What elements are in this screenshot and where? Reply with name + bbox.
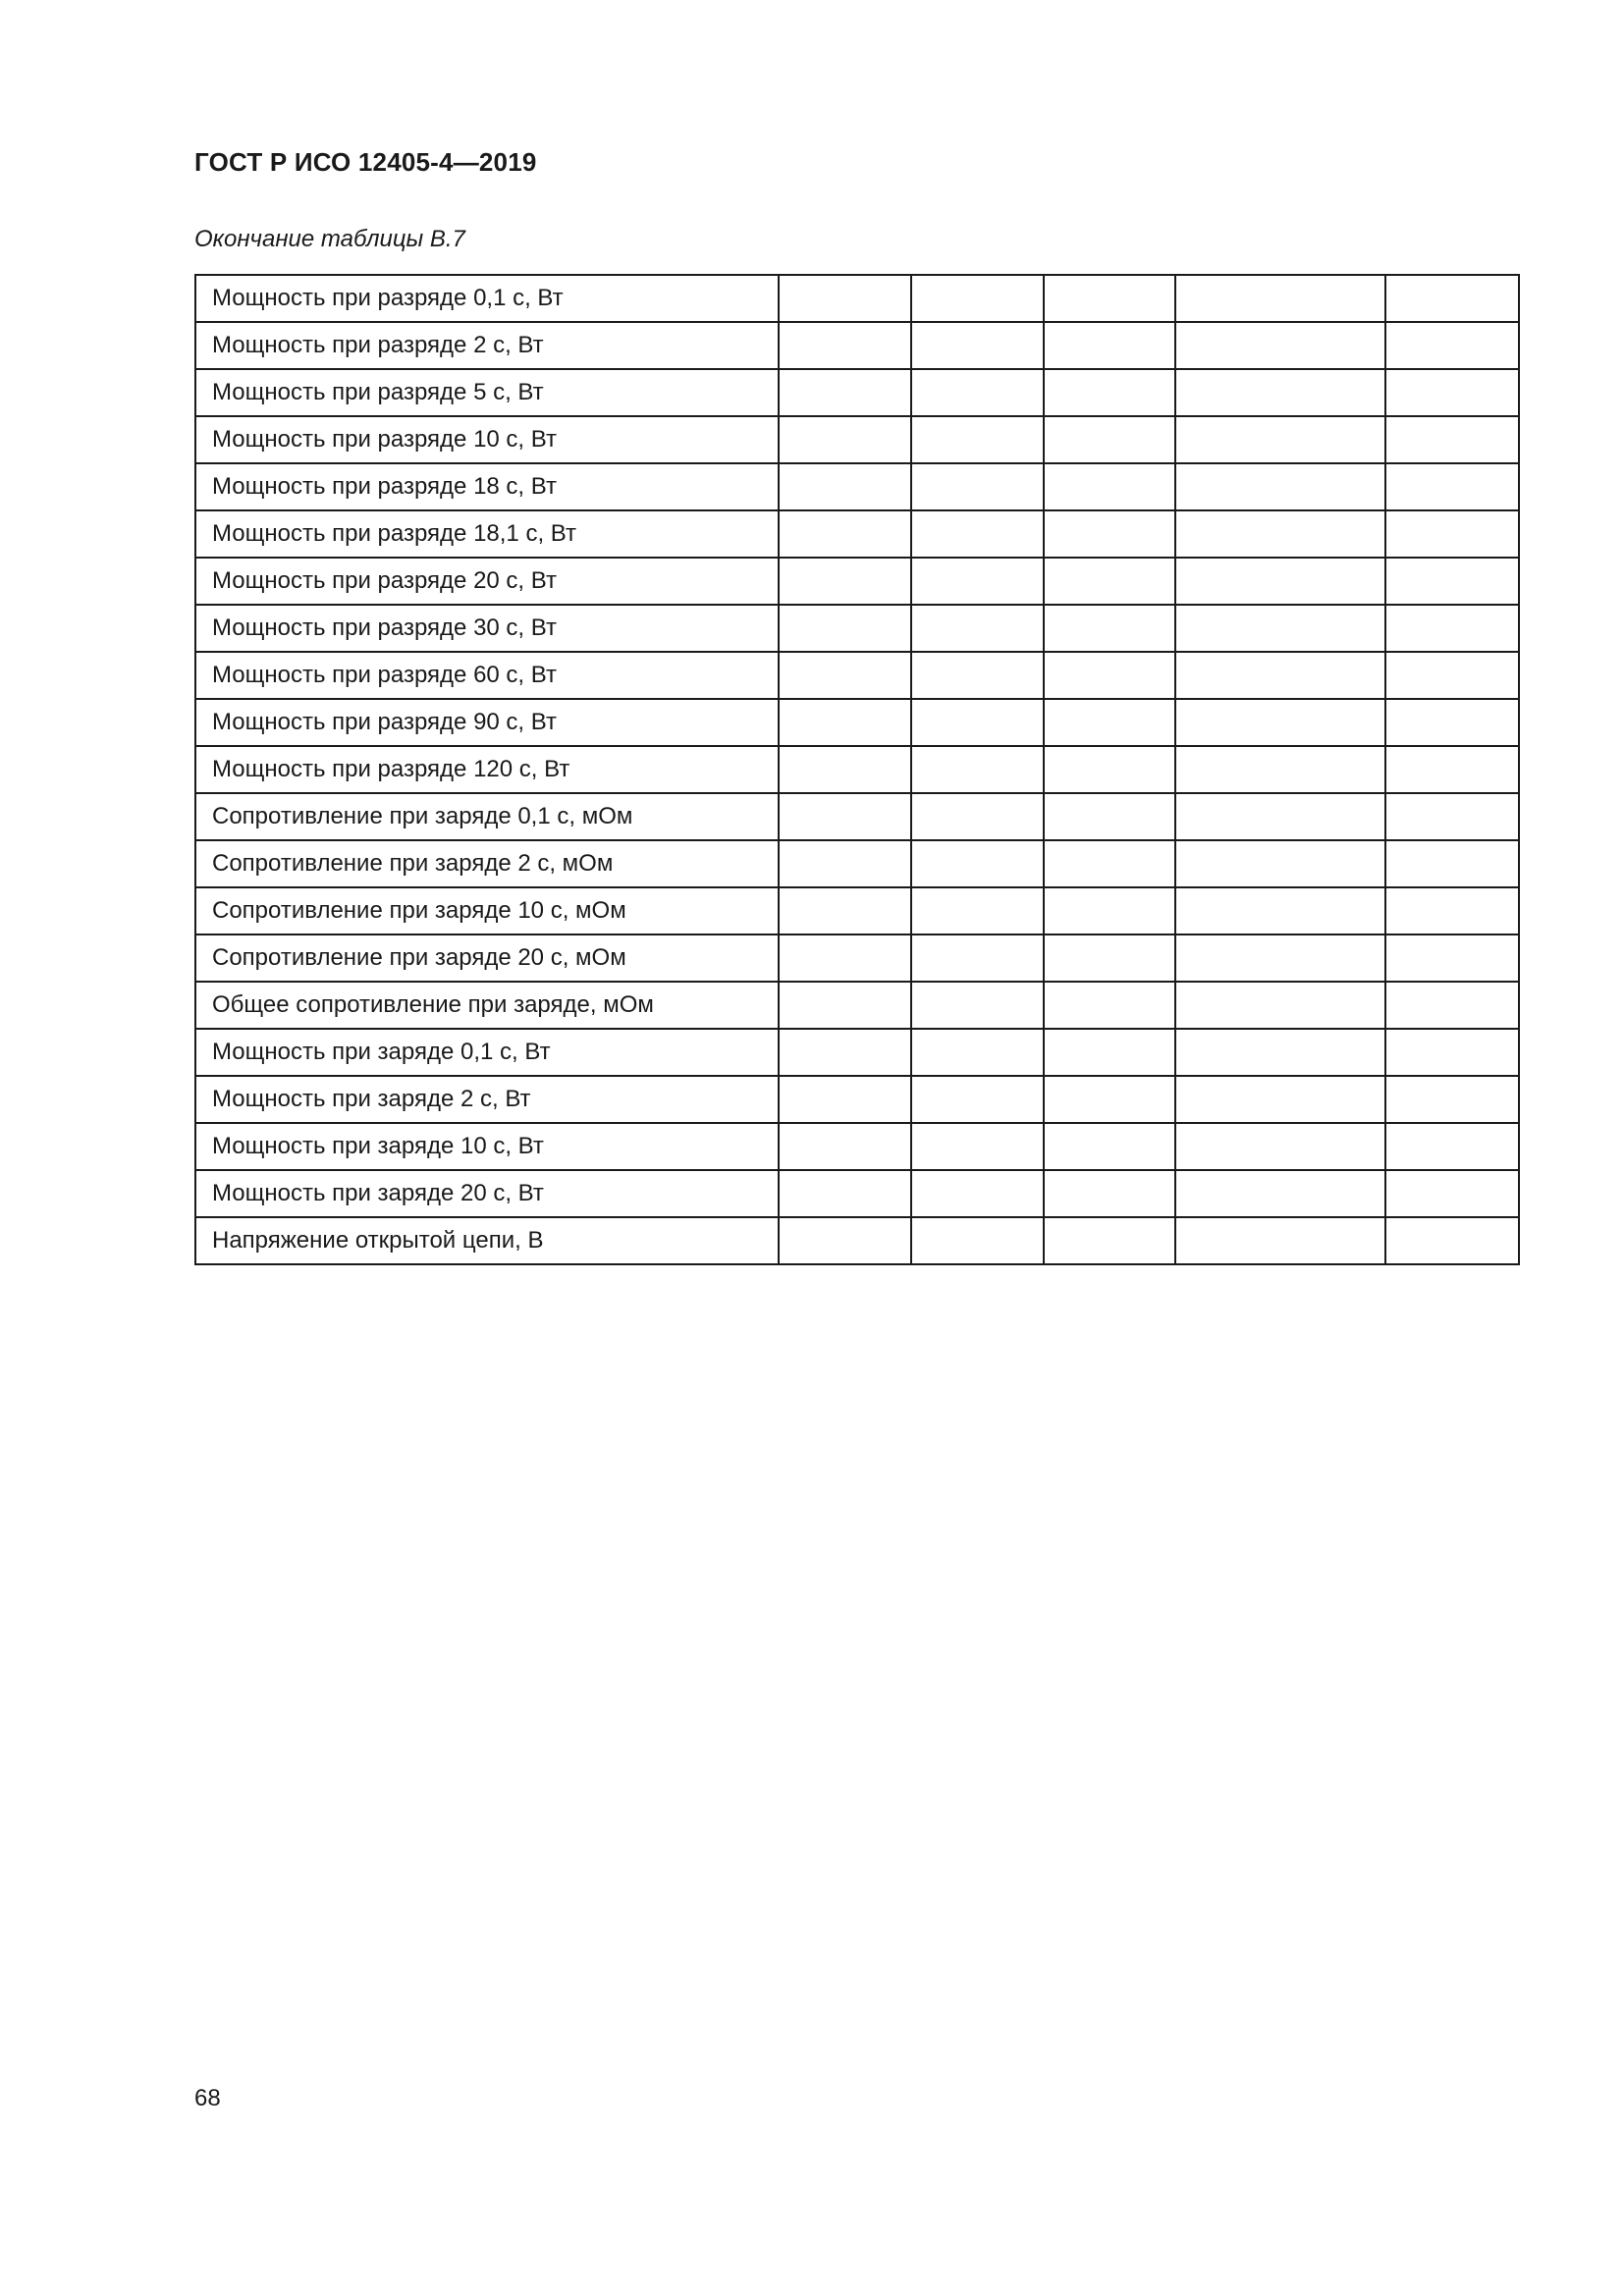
empty-value-cell <box>1044 840 1175 887</box>
empty-value-cell <box>1385 1217 1519 1264</box>
empty-value-cell <box>1385 416 1519 463</box>
empty-value-cell <box>1044 793 1175 840</box>
table-row <box>195 605 1519 652</box>
empty-value-cell <box>1175 934 1385 982</box>
row-label: Сопротивление при заряде 0,1 с, мОм <box>195 793 779 840</box>
empty-value-cell <box>911 510 1044 558</box>
empty-value-cell <box>1385 934 1519 982</box>
empty-value-cell <box>1175 1217 1385 1264</box>
empty-value-cell <box>1385 463 1519 510</box>
row-label: Мощность при разряде 120 с, Вт <box>195 746 779 793</box>
empty-value-cell <box>1175 887 1385 934</box>
empty-value-cell <box>1175 1076 1385 1123</box>
data-table <box>194 274 1520 1265</box>
empty-value-cell <box>779 605 911 652</box>
empty-value-cell <box>1044 934 1175 982</box>
row-label: Мощность при разряде 30 с, Вт <box>195 605 779 652</box>
empty-value-cell <box>1175 982 1385 1029</box>
empty-value-cell <box>1385 1170 1519 1217</box>
row-label: Мощность при заряде 0,1 с, Вт <box>195 1029 779 1076</box>
empty-value-cell <box>911 322 1044 369</box>
table-row <box>195 1217 1519 1264</box>
empty-value-cell <box>1175 416 1385 463</box>
empty-value-cell <box>779 510 911 558</box>
empty-value-cell <box>1044 982 1175 1029</box>
table-row <box>195 746 1519 793</box>
empty-value-cell <box>911 746 1044 793</box>
empty-value-cell <box>779 1029 911 1076</box>
table-row <box>195 1170 1519 1217</box>
empty-value-cell <box>779 416 911 463</box>
empty-value-cell <box>911 1170 1044 1217</box>
empty-value-cell <box>1385 840 1519 887</box>
empty-value-cell <box>1044 463 1175 510</box>
row-label: Напряжение открытой цепи, В <box>195 1217 779 1264</box>
table-row <box>195 793 1519 840</box>
empty-value-cell <box>911 793 1044 840</box>
table-row <box>195 1076 1519 1123</box>
empty-value-cell <box>779 934 911 982</box>
empty-value-cell <box>911 652 1044 699</box>
empty-value-cell <box>779 887 911 934</box>
row-label: Мощность при разряде 20 с, Вт <box>195 558 779 605</box>
empty-value-cell <box>1385 887 1519 934</box>
empty-value-cell <box>1385 275 1519 322</box>
row-label: Мощность при заряде 2 с, Вт <box>195 1076 779 1123</box>
empty-value-cell <box>779 275 911 322</box>
empty-value-cell <box>779 463 911 510</box>
empty-value-cell <box>1044 1123 1175 1170</box>
empty-value-cell <box>911 463 1044 510</box>
table-row <box>195 1029 1519 1076</box>
empty-value-cell <box>1175 699 1385 746</box>
empty-value-cell <box>779 1123 911 1170</box>
table-row <box>195 887 1519 934</box>
table-row <box>195 416 1519 463</box>
empty-value-cell <box>911 887 1044 934</box>
empty-value-cell <box>911 1029 1044 1076</box>
empty-value-cell <box>1385 510 1519 558</box>
empty-value-cell <box>1175 793 1385 840</box>
row-label: Мощность при разряде 18,1 с, Вт <box>195 510 779 558</box>
empty-value-cell <box>911 1076 1044 1123</box>
empty-value-cell <box>1175 652 1385 699</box>
empty-value-cell <box>1385 322 1519 369</box>
empty-value-cell <box>1175 605 1385 652</box>
empty-value-cell <box>1044 510 1175 558</box>
row-label: Мощность при разряде 60 с, Вт <box>195 652 779 699</box>
empty-value-cell <box>911 416 1044 463</box>
empty-value-cell <box>779 322 911 369</box>
empty-value-cell <box>779 1217 911 1264</box>
empty-value-cell <box>1385 982 1519 1029</box>
empty-value-cell <box>1044 605 1175 652</box>
table-body <box>195 275 1519 1264</box>
row-label: Мощность при заряде 20 с, Вт <box>195 1170 779 1217</box>
empty-value-cell <box>1044 699 1175 746</box>
empty-value-cell <box>1385 1123 1519 1170</box>
empty-value-cell <box>779 840 911 887</box>
empty-value-cell <box>1175 840 1385 887</box>
empty-value-cell <box>1044 369 1175 416</box>
empty-value-cell <box>911 275 1044 322</box>
row-label: Мощность при разряде 10 с, Вт <box>195 416 779 463</box>
empty-value-cell <box>1044 1170 1175 1217</box>
document-code-header: ГОСТ Р ИСО 12405-4—2019 <box>194 147 537 177</box>
empty-value-cell <box>779 699 911 746</box>
empty-value-cell <box>1175 322 1385 369</box>
empty-value-cell <box>1044 887 1175 934</box>
row-label: Сопротивление при заряде 20 с, мОм <box>195 934 779 982</box>
empty-value-cell <box>1385 699 1519 746</box>
row-label: Мощность при разряде 90 с, Вт <box>195 699 779 746</box>
empty-value-cell <box>1044 1076 1175 1123</box>
empty-value-cell <box>1044 1029 1175 1076</box>
table-row <box>195 510 1519 558</box>
empty-value-cell <box>911 605 1044 652</box>
empty-value-cell <box>911 1123 1044 1170</box>
row-label: Мощность при заряде 10 с, Вт <box>195 1123 779 1170</box>
empty-value-cell <box>779 1076 911 1123</box>
table-row <box>195 699 1519 746</box>
empty-value-cell <box>911 934 1044 982</box>
empty-value-cell <box>1385 793 1519 840</box>
table-row <box>195 463 1519 510</box>
empty-value-cell <box>1044 275 1175 322</box>
empty-value-cell <box>911 699 1044 746</box>
empty-value-cell <box>1044 652 1175 699</box>
empty-value-cell <box>1175 1029 1385 1076</box>
row-label: Мощность при разряде 5 с, Вт <box>195 369 779 416</box>
row-label: Общее сопротивление при заряде, мОм <box>195 982 779 1029</box>
table-caption: Окончание таблицы В.7 <box>194 226 465 252</box>
table-row <box>195 369 1519 416</box>
table-row <box>195 558 1519 605</box>
empty-value-cell <box>1385 1076 1519 1123</box>
table-row <box>195 275 1519 322</box>
table-row <box>195 1123 1519 1170</box>
empty-value-cell <box>1175 746 1385 793</box>
row-label: Мощность при разряде 2 с, Вт <box>195 322 779 369</box>
empty-value-cell <box>779 652 911 699</box>
empty-value-cell <box>1175 558 1385 605</box>
table-row <box>195 840 1519 887</box>
row-label: Сопротивление при заряде 2 с, мОм <box>195 840 779 887</box>
empty-value-cell <box>1385 1029 1519 1076</box>
row-label: Мощность при разряде 18 с, Вт <box>195 463 779 510</box>
empty-value-cell <box>911 1217 1044 1264</box>
empty-value-cell <box>1175 510 1385 558</box>
empty-value-cell <box>1385 369 1519 416</box>
empty-value-cell <box>1044 1217 1175 1264</box>
empty-value-cell <box>779 1170 911 1217</box>
row-label: Мощность при разряде 0,1 с, Вт <box>195 275 779 322</box>
table-row <box>195 982 1519 1029</box>
empty-value-cell <box>911 369 1044 416</box>
empty-value-cell <box>779 793 911 840</box>
empty-value-cell <box>1044 416 1175 463</box>
empty-value-cell <box>1385 746 1519 793</box>
empty-value-cell <box>1175 1170 1385 1217</box>
empty-value-cell <box>911 982 1044 1029</box>
empty-value-cell <box>779 369 911 416</box>
empty-value-cell <box>779 746 911 793</box>
empty-value-cell <box>779 982 911 1029</box>
empty-value-cell <box>779 558 911 605</box>
row-label: Сопротивление при заряде 10 с, мОм <box>195 887 779 934</box>
empty-value-cell <box>1385 652 1519 699</box>
empty-value-cell <box>911 558 1044 605</box>
empty-value-cell <box>911 840 1044 887</box>
empty-value-cell <box>1175 369 1385 416</box>
empty-value-cell <box>1385 558 1519 605</box>
table-row <box>195 652 1519 699</box>
empty-value-cell <box>1175 1123 1385 1170</box>
empty-value-cell <box>1385 605 1519 652</box>
table-row <box>195 322 1519 369</box>
empty-value-cell <box>1044 746 1175 793</box>
empty-value-cell <box>1175 463 1385 510</box>
page-number: 68 <box>194 2085 221 2111</box>
empty-value-cell <box>1044 558 1175 605</box>
empty-value-cell <box>1175 275 1385 322</box>
empty-value-cell <box>1044 322 1175 369</box>
table-row <box>195 934 1519 982</box>
